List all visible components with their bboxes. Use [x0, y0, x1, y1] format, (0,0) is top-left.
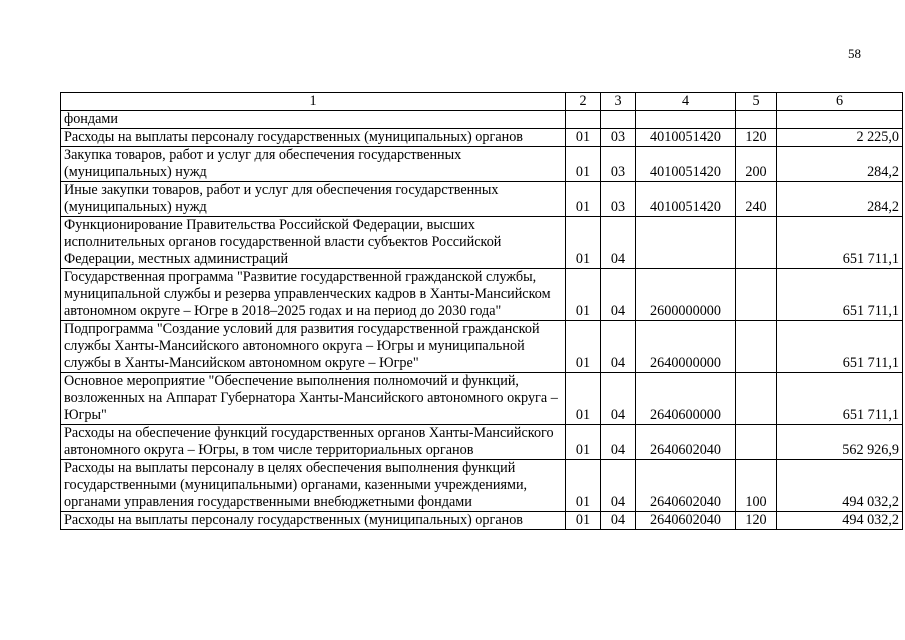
row-target-code: 4010051420 — [636, 182, 736, 217]
row-subsection — [601, 111, 636, 129]
row-name: Основное мероприятие "Обеспечение выполнения полномочий и функций, возложенных на Аппарат Губернатора Ханты-Мансийского автономного округа – Югры" — [61, 373, 566, 425]
row-name: Расходы на выплаты персоналу государственных (муниципальных) органов — [61, 512, 566, 530]
row-name: Государственная программа "Развитие государственной гражданской службы, муниципальной службы и резерва управленческих кадров в Ханты-Мансийском автономном округе – Югре в 2018–2025 годах и на период до 2030 года" — [61, 269, 566, 321]
header-col-1: 1 — [61, 93, 566, 111]
row-section — [566, 111, 601, 129]
row-expense-type: 240 — [736, 182, 777, 217]
row-expense-type: 200 — [736, 147, 777, 182]
row-target-code — [636, 217, 736, 269]
page-number: 58 — [848, 46, 861, 61]
row-expense-type — [736, 111, 777, 129]
row-amount: 494 032,2 — [777, 460, 903, 512]
row-section: 01 — [566, 182, 601, 217]
row-amount: 651 711,1 — [777, 373, 903, 425]
table-header-row — [61, 93, 903, 111]
row-name: Иные закупки товаров, работ и услуг для обеспечения государственных (муниципальных) нужд — [61, 182, 566, 217]
row-expense-type: 120 — [736, 129, 777, 147]
row-section: 01 — [566, 460, 601, 512]
row-subsection: 04 — [601, 512, 636, 530]
row-name: Функционирование Правительства Российской Федерации, высших исполнительных органов государственной власти субъектов Российской Федерации, местных администраций — [61, 217, 566, 269]
row-expense-type — [736, 217, 777, 269]
row-section: 01 — [566, 269, 601, 321]
row-subsection: 03 — [601, 147, 636, 182]
table-row — [61, 217, 903, 269]
row-subsection: 04 — [601, 373, 636, 425]
row-subsection: 04 — [601, 460, 636, 512]
table-row — [61, 182, 903, 217]
row-amount — [777, 111, 903, 129]
table-row — [61, 111, 903, 129]
row-amount: 651 711,1 — [777, 269, 903, 321]
row-target-code: 2600000000 — [636, 269, 736, 321]
row-section: 01 — [566, 425, 601, 460]
row-subsection: 04 — [601, 321, 636, 373]
table-row — [61, 129, 903, 147]
row-name: Подпрограмма "Создание условий для развития государственной гражданской службы Ханты-Мансийского автономного округа – Югры и муниципальной службы в Ханты-Мансийском автономном округе – Югре" — [61, 321, 566, 373]
row-name: фондами — [61, 111, 566, 129]
row-expense-type — [736, 425, 777, 460]
row-section: 01 — [566, 512, 601, 530]
header-col-2: 2 — [566, 93, 601, 111]
row-expense-type: 120 — [736, 512, 777, 530]
row-subsection: 04 — [601, 269, 636, 321]
header-col-4: 4 — [636, 93, 736, 111]
row-target-code: 2640600000 — [636, 373, 736, 425]
row-expense-type — [736, 321, 777, 373]
row-section: 01 — [566, 217, 601, 269]
header-col-5: 5 — [736, 93, 777, 111]
header-col-3: 3 — [601, 93, 636, 111]
row-section: 01 — [566, 373, 601, 425]
row-amount: 2 225,0 — [777, 129, 903, 147]
row-target-code: 2640602040 — [636, 460, 736, 512]
row-name: Расходы на обеспечение функций государственных органов Ханты-Мансийского автономного округа – Югры, в том числе территориальных органов — [61, 425, 566, 460]
row-expense-type — [736, 373, 777, 425]
header-col-6: 6 — [777, 93, 903, 111]
row-subsection: 03 — [601, 129, 636, 147]
row-name: Расходы на выплаты персоналу государственных (муниципальных) органов — [61, 129, 566, 147]
row-target-code: 2640000000 — [636, 321, 736, 373]
row-subsection: 04 — [601, 217, 636, 269]
row-target-code: 2640602040 — [636, 425, 736, 460]
table-row — [61, 425, 903, 460]
row-name: Закупка товаров, работ и услуг для обеспечения государственных (муниципальных) нужд — [61, 147, 566, 182]
row-subsection: 03 — [601, 182, 636, 217]
table-row — [61, 460, 903, 512]
row-subsection: 04 — [601, 425, 636, 460]
row-expense-type — [736, 269, 777, 321]
row-amount: 284,2 — [777, 182, 903, 217]
row-amount: 651 711,1 — [777, 217, 903, 269]
row-amount: 651 711,1 — [777, 321, 903, 373]
row-expense-type: 100 — [736, 460, 777, 512]
table-row — [61, 321, 903, 373]
row-amount: 284,2 — [777, 147, 903, 182]
row-target-code: 4010051420 — [636, 147, 736, 182]
table-row — [61, 512, 903, 530]
row-section: 01 — [566, 321, 601, 373]
row-target-code — [636, 111, 736, 129]
table-row — [61, 373, 903, 425]
row-amount: 562 926,9 — [777, 425, 903, 460]
table-row — [61, 269, 903, 321]
row-target-code: 2640602040 — [636, 512, 736, 530]
row-section: 01 — [566, 129, 601, 147]
row-name: Расходы на выплаты персоналу в целях обеспечения выполнения функций государственными (муниципальными) органами, казенными учреждениями, органами управления государственными внебюджетными фондами — [61, 460, 566, 512]
budget-table — [60, 92, 903, 530]
row-amount: 494 032,2 — [777, 512, 903, 530]
row-target-code: 4010051420 — [636, 129, 736, 147]
row-section: 01 — [566, 147, 601, 182]
table-row — [61, 147, 903, 182]
